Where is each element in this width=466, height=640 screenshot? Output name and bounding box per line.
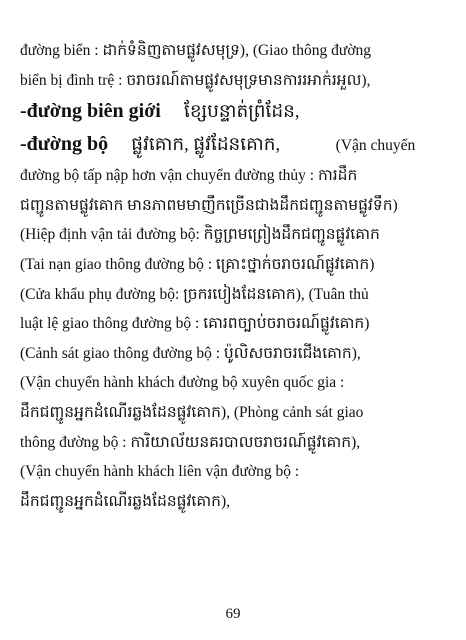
text-line: đường bộ tấp nập hơn vận chuyển đường thủy : ការដឹក [20,167,358,185]
entry-text-block [20,36,452,516]
text-line: đường biển : ដាក់ទំនិញតាមផ្លូវសមុទ្រ), (Giao thông đường [20,42,372,59]
text-line: biển bị đình trệ : ចរាចរណ៍តាមផ្លូវសមុទ្រមានការរអាក់រអួល), [20,71,371,89]
headword-road: -đường bộ [20,133,109,156]
text-line: (Hiệp định vận tải đường bộ: កិច្ចព្រមព្រៀងដឹកជញ្ជូនផ្លូវគោក [20,226,380,244]
text-line: (Cảnh sát giao thông đường bộ : ប៉ូលិសចរាចរជើងគោក), [20,344,361,362]
text-line: luật lệ giao thông đường bộ : គោរពច្បាប់ចរាចរណ៍ផ្លូវគោក) [20,315,370,333]
entry-road [20,128,452,161]
text-line: ជញ្ជូនតាមផ្លូវគោក មានភាពមមាញឹកច្រើនជាងដឹកជញ្ជូនតាមផ្លូវទឹក) [20,196,398,214]
text-line: (Vận chuyển hành khách liên vận đường bộ : [20,463,300,481]
text-line: ដឹកជញ្ជូនអ្នកដំណើរឆ្លងដែនផ្លូវគោក), [20,492,230,510]
khmer-gloss: ខ្សែបន្ទាត់ព្រំដែន, [183,102,300,123]
entry-border-road [20,95,452,128]
text-line: ដឹកជញ្ជូនអ្នកដំណើរឆ្លងដែនផ្លូវគោក), (Phòng cảnh sát giao [20,403,364,421]
text-line: (Vận chuyển hành khách đường bộ xuyên quốc gia : [20,374,345,392]
example-start: (Vận chuyển [335,137,416,155]
page-number: 69 [225,606,241,622]
headword-border-road: -đường biên giới [20,100,161,123]
text-line: (Tai nạn giao thông đường bộ : គ្រោះថ្នាក់ចរាចរណ៍ផ្លូវគោក) [20,255,375,273]
text-line: thông đường bộ : ការិយាល័យនគរបាលចរាចរណ៍ផ្លូវគោក), [20,433,361,451]
text-line: (Cửa khẩu phụ đường bộ: ច្រករបៀងដែនគោក), (Tuân thủ [20,285,369,303]
khmer-gloss: ផ្លូវគោក, ផ្លូវដែនគោក, [131,135,281,156]
